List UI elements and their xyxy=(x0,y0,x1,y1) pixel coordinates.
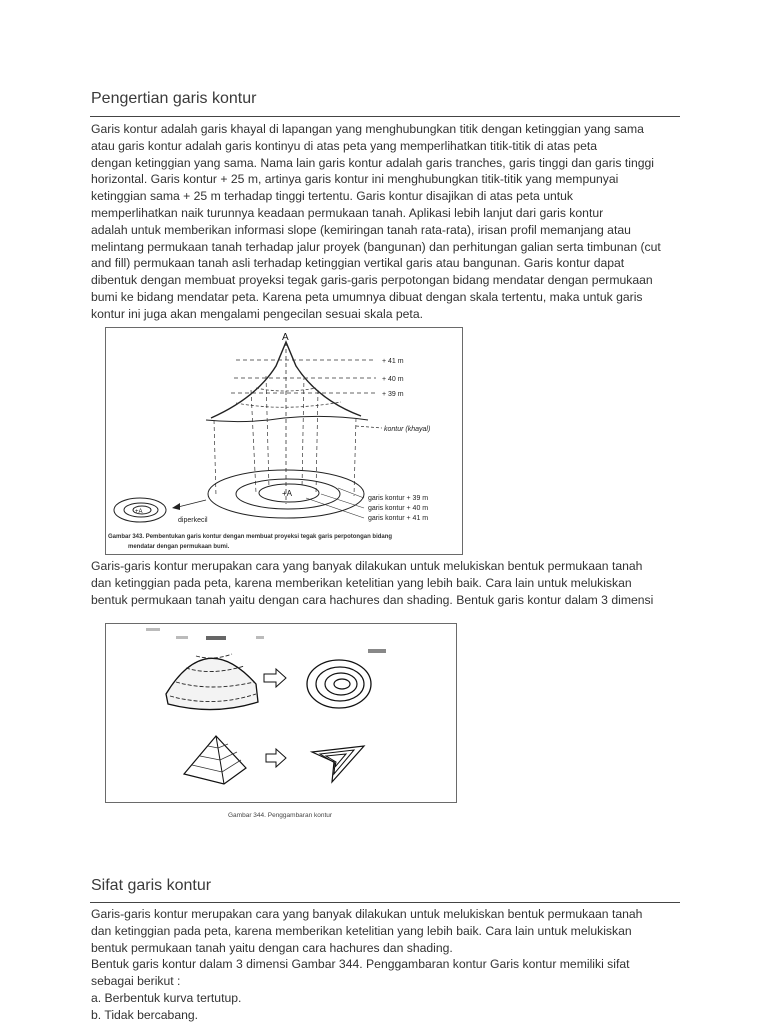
diperkecil-label: diperkecil xyxy=(178,517,208,524)
transform-arrow xyxy=(266,749,286,767)
legend-pointer xyxy=(321,494,364,508)
paragraph-line: kontur ini juga akan mengalami pengecilan sesuai skala peta. xyxy=(91,306,423,321)
dome-contour-band xyxy=(196,654,232,658)
paragraph-line: bumi ke bidang mendatar peta. Karena peta umumnya dibuat dengan skala tertentu, maka untuk garis xyxy=(91,289,643,304)
paragraph-line: atau garis kontur adalah garis kontinyu di atas peta yang memperlihatkan titik-titik di atas peta xyxy=(91,138,598,153)
figure-caption: Gambar 343. Pembentukan garis kontur dengan membuat proyeksi tegak garis perpotongan bidang xyxy=(108,534,393,540)
paragraph-line: memperlihatkan naik turunnya keadaan permukaan tanah. Aplikasi lebih lanjut dari garis kontur xyxy=(91,205,604,220)
plan-polygon-2 xyxy=(320,750,354,774)
level-label: + 41 m xyxy=(382,358,404,365)
paragraph-cara xyxy=(91,558,691,608)
figure-caption: mendatar dengan permukaan bumi. xyxy=(128,544,230,550)
contour-drawing-diagram xyxy=(106,624,456,802)
section-heading-pengertian: Pengertian garis kontur xyxy=(91,90,257,107)
plan-polygon-3 xyxy=(326,754,346,767)
paragraph-line: Garis-garis kontur merupakan cara yang banyak dilakukan untuk melukiskan bentuk permukaan tanah xyxy=(91,907,643,921)
heading-rule xyxy=(90,902,680,903)
paragraph-line: horizontal. Garis kontur + 25 m, artinya garis kontur ini menghubungkan titik-titik yang mempunyai xyxy=(91,172,619,187)
paragraph-line: melintang permukaan tanah terhadap jalur proyek (bangunan) dan perhitungan galian serta timbunan (cut xyxy=(91,239,661,254)
paragraph-line: dan ketinggian pada peta, karena memberikan ketelitian yang lebih baik. Cara lain untuk melukiskan xyxy=(91,575,632,590)
legend-item: garis kontur + 39 m xyxy=(368,495,429,502)
legend-item: garis kontur + 41 m xyxy=(368,515,429,522)
paragraph-line: dengan ketinggian yang sama. Nama lain garis kontur adalah garis tranches, garis tinggi dan garis tinggi xyxy=(91,155,654,170)
kontur-khayal-label: kontur (khayal) xyxy=(384,426,431,433)
hill-base xyxy=(206,416,368,421)
plan-contour-4 xyxy=(334,679,350,689)
paragraph-line: and fill) permukaan tanah asli terhadap ketinggian vertikal garis atau bangunan. Garis kontur dapat xyxy=(91,256,625,271)
paragraph-line: dan ketinggian pada peta, karena memberikan ketelitian yang lebih baik. Cara lain untuk melukiskan xyxy=(91,923,632,938)
paragraph-line: dibentuk dengan membuat proyeksi tegak garis-garis perpotongan bidang mendatar dengan permukaan xyxy=(91,273,653,288)
paragraph-line: adalah untuk memberikan informasi slope (kemiringan tanah rata-rata), irisan profil memanjang atau xyxy=(91,222,631,237)
pyramid-3d-shape xyxy=(184,736,246,784)
plan-contour-3 xyxy=(325,673,357,695)
paragraph-line: sebagai berikut : xyxy=(91,974,181,989)
paragraph-line: Garis-garis kontur merupakan cara yang banyak dilakukan untuk melukiskan bentuk permukaan tanah xyxy=(91,559,643,573)
peak-label: A xyxy=(282,332,289,343)
paragraph-line: b. Tidak bercabang. xyxy=(91,1007,199,1022)
level-label: + 39 m xyxy=(382,391,404,398)
hill-section-line xyxy=(256,388,316,391)
paragraph-line: ketinggian sama + 25 m terhadap tinggi tertentu. Garis kontur disajikan di atas peta untuk xyxy=(91,189,574,204)
projection-line xyxy=(354,418,356,496)
paragraph-line: Bentuk garis kontur dalam 3 dimensi Gambar 344. Penggambaran kontur Garis kontur memiliki sifat xyxy=(91,957,630,972)
paragraph-line: bentuk permukaan tanah yaitu dengan cara hachures dan shading. xyxy=(91,940,453,955)
reduce-arrow-head xyxy=(172,503,180,510)
section-heading-sifat: Sifat garis kontur xyxy=(91,877,212,894)
scan-mark xyxy=(256,636,264,639)
figure-caption: Gambar 344. Penggambaran kontur xyxy=(228,812,333,819)
scan-mark xyxy=(146,628,160,631)
paragraph-sifat xyxy=(91,906,691,1024)
figure-contour-drawing xyxy=(105,623,457,803)
scan-mark xyxy=(368,649,386,653)
figure-contour-projection xyxy=(105,327,463,555)
paragraph-line: bentuk permukaan tanah yaitu dengan cara hachures dan shading. Bentuk garis kontur dalam 3 dimensi xyxy=(91,592,654,607)
center-label: +A xyxy=(282,489,293,498)
scan-mark xyxy=(206,636,226,640)
heading-rule xyxy=(90,116,680,117)
legend-pointer xyxy=(338,488,364,498)
small-center-label: +A xyxy=(135,509,143,515)
paragraph-line: Garis kontur adalah garis khayal di lapangan yang menghubungkan titik dengan ketinggian yang sama xyxy=(91,122,644,136)
paragraph-line: a. Berbentuk kurva tertutup. xyxy=(91,990,242,1005)
legend-item: garis kontur + 40 m xyxy=(368,505,429,512)
scan-mark xyxy=(176,636,188,639)
level-label: + 40 m xyxy=(382,376,404,383)
kontur-pointer xyxy=(356,426,382,428)
transform-arrow xyxy=(264,669,286,687)
paragraph-pengertian xyxy=(91,121,691,323)
contour-projection-diagram xyxy=(106,328,462,554)
